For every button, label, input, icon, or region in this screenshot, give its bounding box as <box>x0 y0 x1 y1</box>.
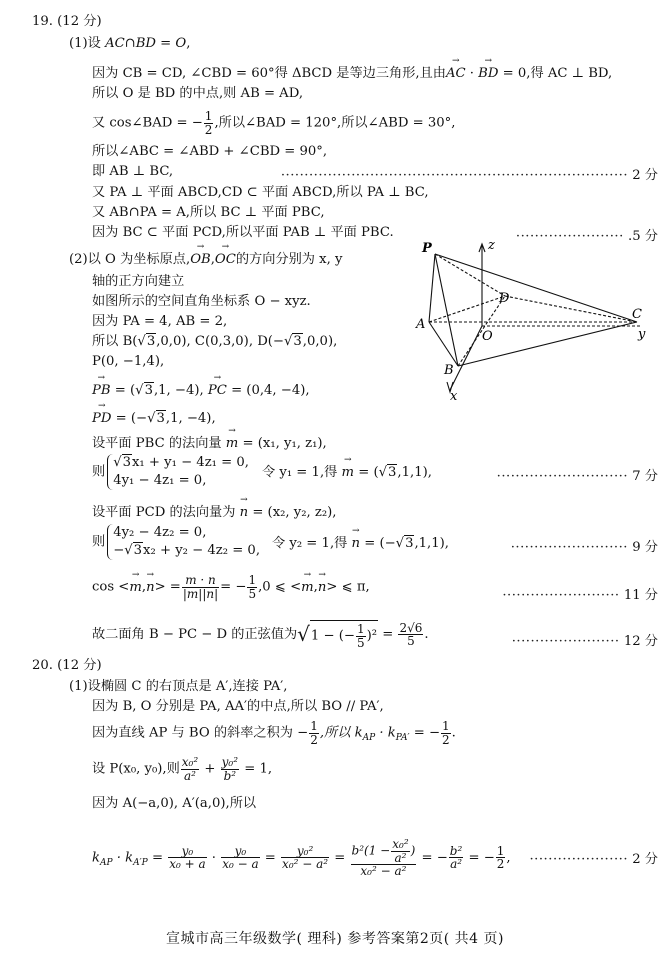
vector-pd: → PD <box>92 411 111 426</box>
q19-result-n: 令 y₂ = 1,得 → n = (−√3,1,1), <box>272 536 449 551</box>
q19-line-plane-perp: 因为 BC ⊂ 平面 PCD,所以平面 PAB ⊥ 平面 PBC. <box>92 225 394 240</box>
vector-ob: → OB <box>190 252 211 267</box>
label-o: O <box>482 329 493 344</box>
axis-x <box>450 326 482 390</box>
q19-system-1: 则 √3x₁ + y₁ − 4z₁ = 0, 4y₁ − 4z₁ = 0, <box>92 455 249 488</box>
q19-line-pd: → PD = (−√3,1, −4), <box>92 411 216 426</box>
q19-line-normal-pbc: 设平面 PBC 的法向量 → m = (x₁, y₁, z₁), <box>92 436 327 451</box>
q19-line-midpoint: 所以 O 是 BD 的中点,则 AB = AD, <box>92 86 304 101</box>
q19-line-abc: 所以∠ABC = ∠ABD + ∠CBD = 90°, <box>92 144 328 159</box>
label-p: P <box>422 241 432 256</box>
q19-line-bcd: 因为 CB = CD, ∠CBD = 60°得 ΔBCD 是等边三角形,且由→ AC · → BD = 0,得 AC ⊥ BD, <box>92 66 612 81</box>
q19-part1-intro: (1)设 AC∩BD = O, <box>69 36 191 51</box>
label-z: z <box>488 238 495 253</box>
q20-line-midpoints: 因为 B, O 分别是 PA, AA′的中点,所以 BO // PA′, <box>92 699 384 714</box>
q19-line-sine: 故二面角 B − PC − D 的正弦值为√1 − (− $\frac{1}{5}$ )² = $\frac{2√6}{5}$ . <box>92 620 429 650</box>
vector-ac: → AC <box>446 66 466 81</box>
q19-score-12: ······················· 12 分 <box>511 634 658 649</box>
q20-line-slopes: 因为直线 AP 与 BO 的斜率之积为 − $\frac{1}{2}$ ,所以 $k_{AP} \cdot k_{PA'}$ = − $\frac{1}{2}$ . <box>92 719 456 747</box>
q20-header: 20. (12 分) <box>32 658 102 673</box>
page-footer: 宣城市高三年级数学( 理科) 参考答案第2页( 共4 页) <box>166 931 504 947</box>
label-b: B <box>444 363 454 378</box>
vector-bd: → BD <box>478 66 498 81</box>
q19-result-m: 令 y₁ = 1,得 → m = (√3,1,1), <box>262 465 432 480</box>
q19-line-pa-perp: 又 PA ⊥ 平面 ABCD,CD ⊂ 平面 ABCD,所以 PA ⊥ BC, <box>92 185 429 200</box>
q19-line-axis: 轴的正方向建立 <box>92 274 185 289</box>
q20-line-ellipse: 设 P(x₀, y₀),则 $\frac{\text{x₀²}}{\text{a²}}$ + $\frac{\text{y₀²}}{\text{b²}}$ = 1, <box>92 755 273 783</box>
q20-line-slope-product: $k_{AP} \cdot k_{A'P}$ = $\frac{\text{y₀}}{\text{x₀ + a}}$ · $\frac{\text{y₀}}{\text{x₀ − a}}$ = $\frac{\text{y₀²}}{\text{x₀² − a²}}$ = b²(1 − $\frac{\text{x₀²}}{\text{a²}}$ ) x₀² − a² = − $\frac{\text{b²}}{\text{a²}}$ = − $\frac{1}{2}$ , <box>92 837 511 879</box>
vector-n: → n <box>240 505 249 520</box>
q19-line-ab-perp-bc: 即 AB ⊥ BC, <box>92 164 174 179</box>
q20-part1-intro: (1)设椭圆 C 的右顶点是 A′,连接 PA′, <box>69 679 288 694</box>
q19-line-coord-system: 如图所示的空间直角坐标系 O − xyz. <box>92 294 311 309</box>
q19-line-normal-pcd: 设平面 PCD 的法向量为 → n = (x₂, y₂, z₂), <box>92 505 337 520</box>
vector-m: → m <box>226 436 239 451</box>
label-y: y <box>638 327 646 342</box>
edge-ad-hidden <box>429 296 505 322</box>
vector-pb: → PB <box>92 383 111 398</box>
q19-score-9: ························· 9 分 <box>510 540 658 555</box>
q19-line-cos: 又 cos∠BAD = − $\frac{1}{2}$ ,所以∠BAD = 120°,所以∠ABD = 30°, <box>92 109 456 137</box>
q20-line-vertices: 因为 A(−a,0), A′(a,0),所以 <box>92 796 257 811</box>
edge-pc <box>435 254 637 322</box>
vector-pc: → PC <box>208 383 227 398</box>
pyramid-figure <box>410 232 655 404</box>
label-a: A <box>416 317 426 332</box>
q19-line-pa-ab: 因为 PA = 4, AB = 2, <box>92 314 228 329</box>
q19-line-bc-perp: 又 AB∩PA = A,所以 BC ⊥ 平面 PBC, <box>92 205 325 220</box>
q20-score-2: ····················· 2 分 <box>529 852 658 867</box>
q19-line-point-p: P(0, −1,4), <box>92 354 165 369</box>
vector-oc: → OC <box>215 252 236 267</box>
q19-header: 19. (12 分) <box>32 14 102 29</box>
q19-line-points: 所以 B(√3,0,0), C(0,3,0), D(−√3,0,0), <box>92 334 338 349</box>
q19-part2-intro: (2)以 O 为坐标原点,→ OB,→ OC的方向分别为 x, y <box>69 252 342 267</box>
q19-line-pb-pc: → PB = (√3,1, −4), → PC = (0,4, −4), <box>92 383 310 398</box>
q19-system-2: 则 4y₂ − 4z₂ = 0, −√3x₂ + y₂ − 4z₂ = 0, <box>92 525 261 558</box>
q19-score-7: ···························· 7 分 <box>496 469 658 484</box>
label-x: x <box>450 389 458 404</box>
q19-line-cos-mn: cos <→ m,→ n> = $\frac{m \cdot n}{|m||n|}$ = − $\frac{1}{5}$ ,0 ⩽ <→ m,→ n> ⩽ π, <box>92 574 370 600</box>
edge-pa <box>429 254 435 322</box>
edge-pd-hidden <box>435 254 505 296</box>
q19-score-11: ························· 11 分 <box>502 588 658 603</box>
q19-score-5: ······················· .5 分 <box>515 229 658 244</box>
q19-score-2: ·········································································· 2 分 <box>280 168 658 183</box>
label-c: C <box>632 307 642 322</box>
label-d: D <box>499 291 510 306</box>
